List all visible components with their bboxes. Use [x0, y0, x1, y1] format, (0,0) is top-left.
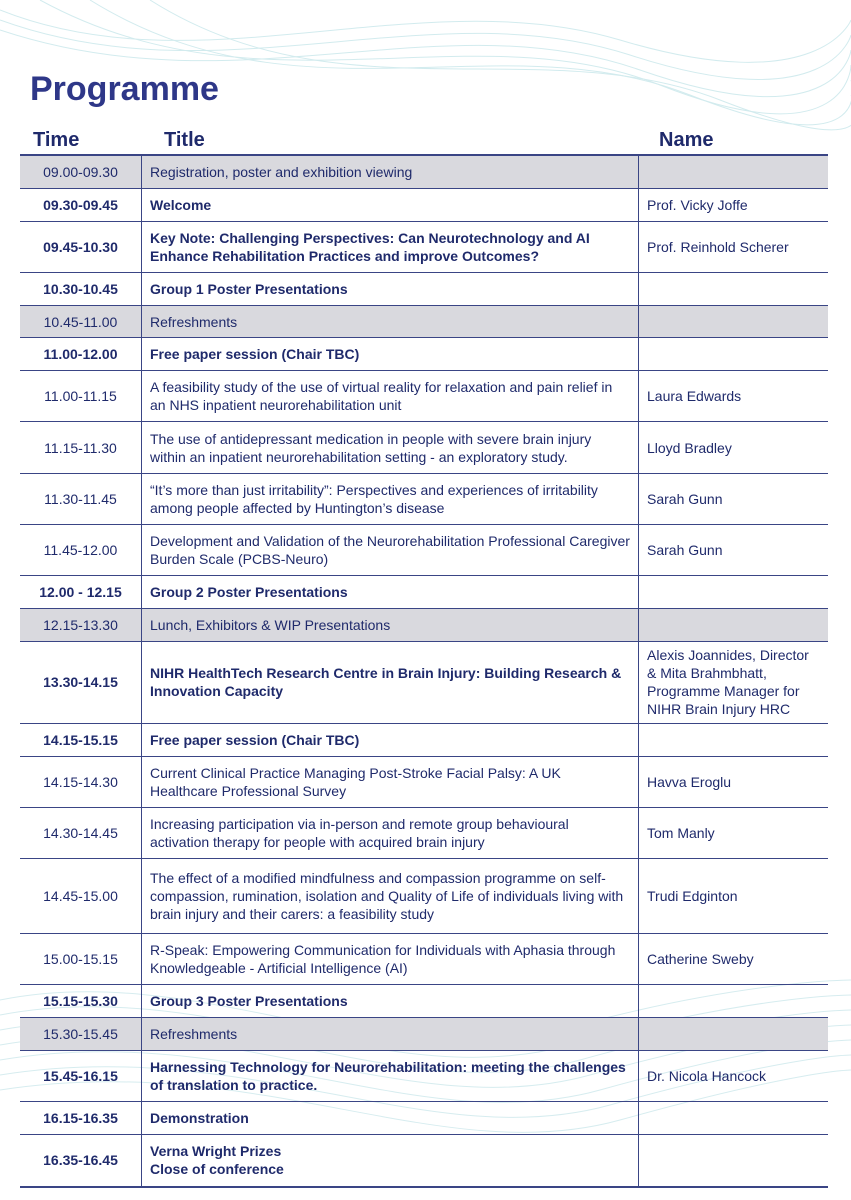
speaker-name — [639, 1018, 828, 1051]
session-title: “It’s more than just irritability”: Perspectives and experiences of irritability among people affected by Huntington’s disease — [142, 474, 639, 525]
session-title: Development and Validation of the Neurorehabilitation Professional Caregiver Burden Scale (PCBS-Neuro) — [142, 525, 639, 576]
session-time: 10.30-10.45 — [20, 273, 142, 306]
session-time: 15.45-16.15 — [20, 1051, 142, 1102]
session-time: 12.15-13.30 — [20, 609, 142, 642]
speaker-name: Sarah Gunn — [639, 474, 828, 525]
session-title: The use of antidepressant medication in people with severe brain injury within an inpatient neurorehabilitation setting - an exploratory study. — [142, 422, 639, 473]
speaker-name — [639, 156, 828, 189]
session-title: R-Speak: Empowering Communication for Individuals with Aphasia through Knowledgeable - Artificial Intelligence (AI) — [142, 934, 639, 985]
session-time: 14.15-15.15 — [20, 724, 142, 757]
session-title: Harnessing Technology for Neurorehabilitation: meeting the challenges of translation to practice. — [142, 1051, 639, 1102]
session-time: 15.15-15.30 — [20, 985, 142, 1018]
session-time: 09.30-09.45 — [20, 189, 142, 222]
programme-table — [20, 154, 828, 1188]
speaker-name — [639, 1135, 828, 1186]
session-title: Group 3 Poster Presentations — [142, 985, 639, 1018]
session-time: 13.30-14.15 — [20, 642, 142, 724]
session-time: 11.30-11.45 — [20, 474, 142, 525]
speaker-name: Prof. Reinhold Scherer — [639, 222, 828, 273]
page-title: Programme — [30, 70, 219, 108]
session-time: 15.30-15.45 — [20, 1018, 142, 1051]
speaker-name: Trudi Edginton — [639, 859, 828, 934]
speaker-name: Dr. Nicola Hancock — [639, 1051, 828, 1102]
speaker-name: Laura Edwards — [639, 371, 828, 422]
session-title: NIHR HealthTech Research Centre in Brain Injury: Building Research & Innovation Capacity — [142, 642, 639, 724]
column-header-name: Name — [659, 129, 714, 151]
session-title: Current Clinical Practice Managing Post-Stroke Facial Palsy: A UK Healthcare Professional Survey — [142, 757, 639, 808]
session-title: Lunch, Exhibitors & WIP Presentations — [142, 609, 639, 642]
session-title: A feasibility study of the use of virtual reality for relaxation and pain relief in an NHS inpatient neurorehabilitation unit — [142, 371, 639, 422]
session-title: Welcome — [142, 189, 639, 222]
session-time: 16.15-16.35 — [20, 1102, 142, 1135]
session-title: Refreshments — [142, 1018, 639, 1051]
session-title: Free paper session (Chair TBC) — [142, 724, 639, 757]
session-time: 11.00-11.15 — [20, 371, 142, 422]
speaker-name: Havva Eroglu — [639, 757, 828, 808]
speaker-name — [639, 306, 828, 339]
session-time: 15.00-15.15 — [20, 934, 142, 985]
session-time: 11.15-11.30 — [20, 422, 142, 473]
speaker-name: Sarah Gunn — [639, 525, 828, 576]
session-title: Registration, poster and exhibition viewing — [142, 156, 639, 189]
session-title: Key Note: Challenging Perspectives: Can Neurotechnology and AI Enhance Rehabilitation Practices and improve Outcomes? — [142, 222, 639, 273]
session-title: Group 2 Poster Presentations — [142, 576, 639, 609]
session-time: 14.15-14.30 — [20, 757, 142, 808]
session-title: Increasing participation via in-person and remote group behavioural activation therapy for people with acquired brain injury — [142, 808, 639, 859]
speaker-name — [639, 338, 828, 371]
speaker-name — [639, 1102, 828, 1135]
session-title: Group 1 Poster Presentations — [142, 273, 639, 306]
session-title: Free paper session (Chair TBC) — [142, 338, 639, 371]
speaker-name: Prof. Vicky Joffe — [639, 189, 828, 222]
session-time: 12.00 - 12.15 — [20, 576, 142, 609]
session-time: 09.45-10.30 — [20, 222, 142, 273]
session-title: The effect of a modified mindfulness and compassion programme on self-compassion, rumination, isolation and Quality of Life of individuals living with brain injury and their carers: a feasibility study — [142, 859, 639, 934]
session-title: Verna Wright Prizes Close of conference — [142, 1135, 639, 1186]
speaker-name — [639, 609, 828, 642]
session-time: 11.00-12.00 — [20, 338, 142, 371]
session-time: 14.45-15.00 — [20, 859, 142, 934]
speaker-name: Alexis Joannides, Director & Mita Brahmbhatt, Programme Manager for NIHR Brain Injury HRC — [639, 642, 828, 724]
session-time: 14.30-14.45 — [20, 808, 142, 859]
speaker-name — [639, 576, 828, 609]
session-time: 10.45-11.00 — [20, 306, 142, 339]
column-header-title: Title — [164, 129, 205, 151]
session-time: 16.35-16.45 — [20, 1135, 142, 1186]
speaker-name — [639, 724, 828, 757]
column-header-time: Time — [33, 129, 80, 151]
speaker-name: Tom Manly — [639, 808, 828, 859]
session-title: Refreshments — [142, 306, 639, 339]
speaker-name — [639, 273, 828, 306]
speaker-name — [639, 985, 828, 1018]
speaker-name: Catherine Sweby — [639, 934, 828, 985]
session-time: 09.00-09.30 — [20, 156, 142, 189]
speaker-name: Lloyd Bradley — [639, 422, 828, 473]
session-title: Demonstration — [142, 1102, 639, 1135]
session-time: 11.45-12.00 — [20, 525, 142, 576]
